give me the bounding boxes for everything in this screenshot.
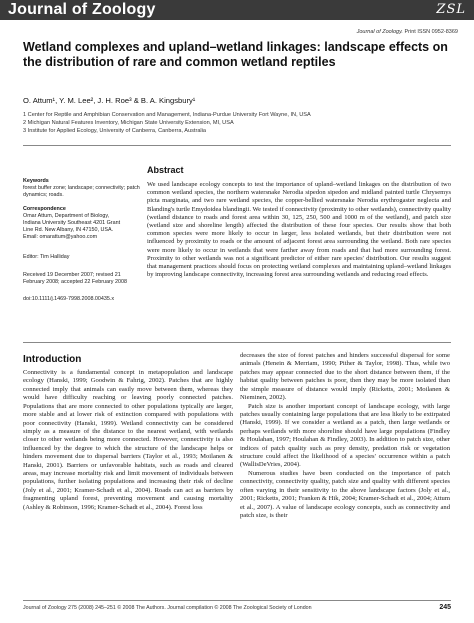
journal-line-name: Journal of Zoology. [356,29,403,35]
correspondence-line: Indiana University Southeast 4201 Grant [23,220,121,227]
correspondence-email[interactable]: Email: omarattum@yahoo.com [23,234,98,241]
intro-left-column [23,369,233,512]
journal-banner [0,0,474,20]
introduction-heading: Introduction [23,354,82,365]
abstract-divider [23,342,451,343]
intro-paragraph: Connectivity is a fundamental concept in metapopulation and landscape ecology (Hanski, 1999; Goodwin & Fahrig, 2002). Patches that are highly connected imply that animals can easily move between them, whereas they would have difficulty reaching or leaving poorly connected patches. Populations that are more connected to other populations typically are larger, more stable and at lower risk of extinction compared with populations with poor connectivity (Hanski, 1999). Wetland connectivity can be considered simply as a measure of the distance to the nearest wetland, with wetlands closer to other wetlands being more connected. However, connectivity is also influenced by the degree to which the structure of the landscape helps or hinders movement due to dispersal barriers (Taylor et al., 1993; Moilanen & Hanski, 2001). Barriers or unfavorable habitats, such as roads and cleared areas, may increase mortality risk and limit movement of individuals between populations, further isolating populations and increasing their risk of decline (Joly et al., 2001; Kramer-Schadt et al., 2004). Roads can act as barriers by fragmenting upland forest, preventing movement and causing mortality (Ashley & Robinson, 1996; Kramer-Schadt et al., 2004). Forest loss [23,369,233,511]
footer-divider [23,600,451,601]
header-divider [23,145,451,146]
intro-paragraph: decreases the size of forest patches and hinders successful dispersal for some animals (Henein & Merriam, 1990; Pither & Taylor, 1998). Thus, while two patches may appear connected due to the short distance between them, if the habitat quality between patches is poor, then they may be more isolated than the simple measure of distance would imply (Ricketts, 2001; Moilanen & Nieminen, 2002). [240,352,450,402]
editor-line: Editor: Tim Halliday [23,254,70,260]
received-dates: Received 19 December 2007; revised 21 February 2008; accepted 22 February 2008 [23,272,127,286]
abstract-heading: Abstract [147,165,184,175]
correspondence-line: Omar Attum, Department of Biology, [23,213,110,220]
affiliation-3: 3 Institute for Applied Ecology, University of Canberra, Canberra, Australia [23,128,207,134]
doi-link[interactable]: doi:10.1111/j.1469-7998.2008.00435.x [23,296,115,302]
keywords-label: Keywords [23,178,49,184]
journal-line-issn: Print ISSN 0952-8369 [402,29,458,35]
correspondence-line: Line Rd. New Albany, IN 47150, USA. [23,227,114,234]
affiliation-1: 1 Center for Reptile and Amphibian Conservation and Management, Indiana-Purdue University Fort Wayne, IN, USA [23,112,311,118]
abstract-text: We used landscape ecology concepts to test the importance of upland–wetland linkages on the distribution of two common wetland species, the northern watersnake Nerodia sipedon sipedon and midland painted turtle Chrysemys picta marginata, and two rare wetland species, the copper-bellied watersnake Nerodia erythrogaster neglecta and Blanding's turtle Emydoidea blandingii. We tested if connectivity (proximity to other wetlands), connectivity quality (wetland distance to roads and forest area within 30, 125, 250, 500 and 1000 m of the wetland), and patch size (wetland size and shoreline length) affected the distribution of these four species. Our results show that both common species were more likely to occur in larger, less isolated wetlands, but their distribution were not influenced by proximity to roads or the amount of adjacent forest area surrounding the wetland. Both rare species were more likely to occur in wetlands that were farther away from roads and that had more surrounding forest. Proximity to other wetlands was not a significant predictor of either rare species' distribution. Our results suggest that management practices should focus on protecting wetland complexes and maintaining upland–wetland linkages by improving landscape connectivity, increasing forest area surrounding wetlands and reducing road effects. [147,181,451,279]
intro-right-column [240,352,450,520]
article-title: Wetland complexes and upland–wetland linkages: landscape effects on the distribution of rare and common wetland reptiles [23,40,448,69]
journal-issn-line [357,29,458,35]
banner-journal-name: Journal of Zoology [8,1,156,18]
correspondence-block [23,206,141,241]
author-list: O. Attum¹, Y. M. Lee², J. H. Roe³ & B. A. Kingsbury¹ [23,96,196,105]
correspondence-label: Correspondence [23,206,66,212]
footer-citation: Journal of Zoology 275 (2008) 245–251 © 2008 The Authors. Journal compilation © 2008 The Zoological Society of London [23,605,312,611]
zsl-logo: ZSL [436,2,466,17]
affiliation-2: 2 Michigan Natural Features Inventory, Michigan State University Extension, MI, USA [23,120,234,126]
keywords-text: forest buffer zone; landscape; connectivity; patch dynamics; roads. [23,185,140,199]
intro-paragraph: Numerous studies have been conducted on the importance of patch connectivity, connectivity quality, patch size and quality with different species often varying in their sensitivity to the above landscape factors (Joly et al., 2001; Ricketts, 2001; Franken & Hik, 2004; Kramer-Schadt et al., 2004; Attum et al., 2007). A value of landscape ecology concepts, such as connectivity and patch size, is their [240,469,450,520]
intro-paragraph: Patch size is another important concept of landscape ecology, with large patches usually containing large populations that are less likely to be extirpated (Hanski, 1999). If we consider a wetland as a patch, then large wetlands or perhaps wetlands with more shoreline should have large populations (Findley & Houlahan, 1997; Houlahan & Findley, 2003). In addition to patch size, other indices of patch quality such as prey density, predation risk or vegetation structure could affect the likelihood of a species' occurrence within a patch (WallisDeVries, 2004). [240,402,450,469]
keywords-block [23,178,141,199]
page-number: 245 [439,604,451,611]
page-footer [23,605,451,611]
